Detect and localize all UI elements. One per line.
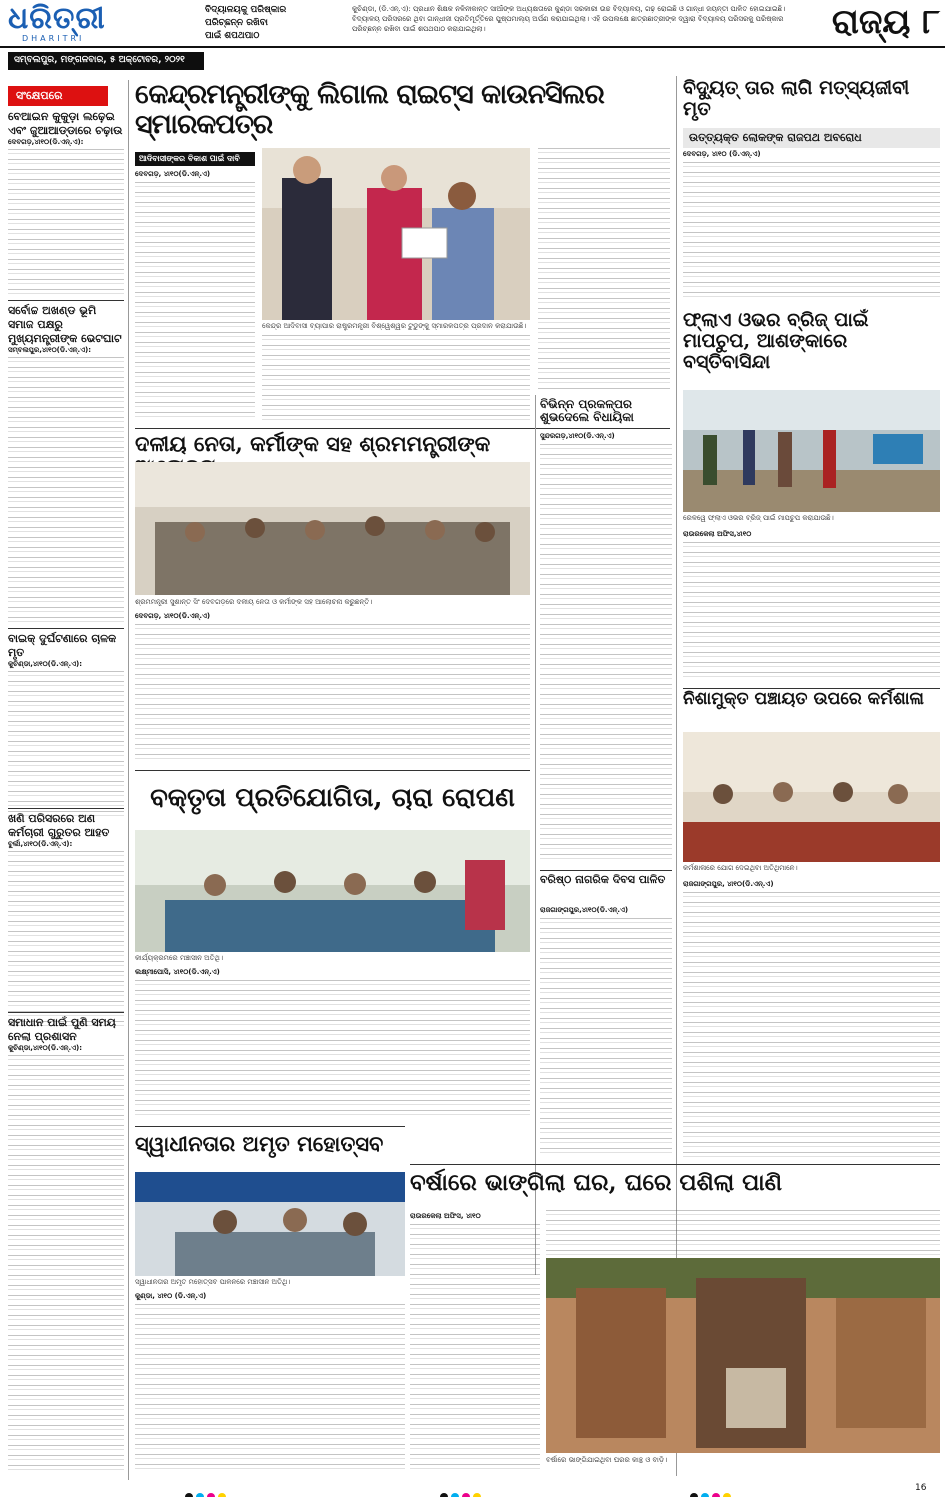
fisherman-headline: ବିଦ୍ୟୁତ୍ ତାର ଲାଗି ମତ୍ସ୍ୟଜୀବୀ ମୃତ <box>683 77 910 120</box>
debate-headline: ବକ୍ତୃତା ପ୍ରତିଯୋଗିତା, ଚାରା ରୋପଣ <box>150 783 515 813</box>
flyover-body <box>683 542 940 682</box>
brief-body <box>8 671 124 821</box>
elders-headline: ବରିଷ୍ଠ ନାଗରିକ ଦିବସ ପାଳିତ <box>540 873 666 886</box>
rain-body-1 <box>410 1224 540 1474</box>
labour-headline: ଦଳୀୟ ନେତା, କର୍ମୀଙ୍କ ସହ ଶ୍ରମମନ୍ତ୍ରୀଙ୍କ <box>135 431 491 456</box>
flyover-dateline: ରାଉରକେଲା ଅଫିସ,୪ା୧୦ <box>683 530 752 538</box>
workshop-body <box>683 892 940 1162</box>
registration-marks <box>185 1486 229 1497</box>
newspaper-logo <box>8 1 138 44</box>
teaser-headline: ବିଦ୍ୟାଳୟକୁ ପରିଷ୍କାର ପରିଚ୍ଛନ୍ନ ରଖିବା ପାଇଁ ଶପଥପାଠ <box>205 5 287 41</box>
workshop-photo <box>683 732 940 862</box>
debate-photo-illustration <box>135 830 530 952</box>
flyover-headline: ଫ୍ଲାଏ ଓଭର ବ୍ରିଜ୍ ପାଇଁ ମାପଚୁପ, ଆଶଙ୍କାରେ ବସ୍ତିବାସିନ୍ଦା <box>683 309 869 373</box>
teaser-body: କୁଚିଣ୍ଡା, (ଡି.ଏନ୍.ଏ): ପ୍ରଧାନ ଶିକ୍ଷକ ନଳିନୀକାନ୍ତ ସାଆଁଙ୍କ ଅଧ୍ୟକ୍ଷତାରେ କୁଣ୍ଡା ସରକାରୀ ଉଚ୍ଚ ବିଦ୍ୟାଳୟ, ଗଢ଼ ରୋଇଛି ଓ ଗାନ୍ଧୀ ଜୟନ୍ତୀ ପାଳିତ ହୋଇଯାଇଛି। ବିଦ୍ୟାଳୟ ପରିସରରେ ଥିବା ଗାନ୍ଧୀଜୀ ପ୍ରତିମୂର୍ତ୍ତିରେ ପୁଷ୍ପମାଲ୍ୟ ଅର୍ପଣ କରାଯାଇଥିଲା। ଏହି ଉପଲକ୍ଷେ ଛାତ୍ରଛାତ୍ରୀଙ୍କ ଦ୍ୱାରା ବିଦ୍ୟାଳୟ ପରିସରକୁ ପରିଷ୍କାର ପରିଚ୍ଛନ୍ନ ରଖିବା ପାଇଁ ଶପଥପାଠ କରାଯାଇଥିଲା। <box>352 5 786 33</box>
workshop-photo-illustration <box>683 732 940 862</box>
edition-dateline: ସମ୍ବଲପୁର, ମଙ୍ଗଳବାର, ୫ ଅକ୍ଟୋବର, ୨୦୨୧ <box>8 52 204 70</box>
brief-dateline: କୁଚିଣ୍ଡା,୪ା୧୦(ଡି.ଏନ୍.ଏ): <box>8 660 83 668</box>
labour-caption: ଶ୍ରମମନ୍ତ୍ରୀ ସୁଶାନ୍ତ ସିଂ ଦେବଗଡ଼ରେ ଦଳୀୟ ନେତା ଓ କର୍ମୀଙ୍କ ସହ ଆଲୋଚନା କରୁଛନ୍ତି। <box>135 598 373 606</box>
brief-4 <box>8 812 124 1031</box>
divider <box>135 770 530 771</box>
logo-text: ଧରିତ୍ରୀ <box>8 1 106 36</box>
brief-title: ବାଇକ୍ ଦୁର୍ଘଟଣାରେ ଚାଳକ ମୃତ <box>8 632 117 659</box>
divider <box>540 870 672 871</box>
lead-photo-illustration <box>262 148 530 320</box>
brief-3 <box>8 632 124 821</box>
briefs-label: ସଂକ୍ଷେପରେ <box>8 86 108 106</box>
brief-title: ବେଆଇନ କୁକୁଡ଼ା ଲଢ଼େଇ ଏବଂ ଜୁଆଆଡ୍ଡାରେ ଚଢ଼ାଉ <box>8 110 123 137</box>
divider <box>410 1164 940 1165</box>
brief-dateline: କୁଚିଣ୍ଡା,୪ା୧୦(ଡି.ଏନ୍.ଏ): <box>8 1044 83 1052</box>
column-rule <box>535 395 536 1275</box>
fisherman-kicker: ଉତ୍ତ୍ୟକ୍ତ ଲୋକଙ୍କ ରାଜପଥ ଅବରୋଧ <box>683 128 940 148</box>
column-rule <box>128 80 129 1480</box>
fisherman-body <box>683 162 940 302</box>
freedom-photo-illustration <box>135 1172 405 1276</box>
divider <box>8 1012 124 1013</box>
labour-photo <box>135 462 530 595</box>
brief-title: ସର୍ବୋଚ୍ଚ ଅଖଣ୍ଡ ଭୂମି ସମାଜ ପକ୍ଷରୁ ମୁଖ୍ୟମନ୍ତ୍ରୀଙ୍କ ଭେଟଘାଟ <box>8 304 122 345</box>
lead-caption: କେନ୍ଦ୍ର ଆଦିବାସୀ ବ୍ୟାପାର ରାଷ୍ଟ୍ରମନ୍ତ୍ରୀ ବିଶ୍ୱେଶ୍ୱର ଟୁଡୁଙ୍କୁ ସ୍ମାରକପତ୍ର ପ୍ରଦାନ କରାଯାଉଛି। <box>262 322 527 330</box>
registration-marks <box>440 1486 484 1497</box>
rain-body-2 <box>546 1210 940 1255</box>
lead-photo <box>262 148 530 320</box>
lead-body-1 <box>135 182 255 422</box>
brief-2 <box>8 304 124 627</box>
debate-body <box>135 980 530 1120</box>
rain-dateline: ରାଉରକେଲା ଅଫିସ, ୪ା୧୦ <box>410 1212 481 1220</box>
rain-headline: ବର୍ଷାରେ ଭାଙ୍ଗିଲା ଘର, ଘରେ ପଶିଲା ପାଣି <box>410 1169 782 1196</box>
workshop-caption: କର୍ମଶାଳାରେ ଯୋଗ ଦେଇଥିବା ଅତିଥିମାନେ। <box>683 864 798 872</box>
brief-title: ସମାଧାନ ପାଇଁ ପୁଣି ସମୟ ନେଲା ପ୍ରଶାସନ <box>8 1016 116 1043</box>
lead-body-3 <box>538 148 670 392</box>
flyover-caption: ରେଳୱେ ଫ୍ଲାଏ ଓଭର ବ୍ରିଜ୍ ପାଇଁ ମାପଚୁପ କରାଯାଉଛି। <box>683 514 834 522</box>
brief-dateline: ବୁର୍ଲା,୪ା୧୦(ଡି.ଏନ୍.ଏ): <box>8 840 73 848</box>
section-title: ରାଜ୍ୟ ୮ <box>831 2 940 42</box>
brief-5 <box>8 1016 124 1475</box>
brief-body <box>8 851 124 1031</box>
divider <box>8 808 124 809</box>
debate-caption: କାର୍ଯ୍ୟକ୍ରମରେ ମଞ୍ଚାସୀନ ଅତିଥି। <box>135 954 224 962</box>
brief-1 <box>8 110 124 299</box>
flyover-photo <box>683 390 940 512</box>
page-number: 16 <box>915 1483 927 1493</box>
elders-dateline: ରାଜଗାଙ୍ଗପୁର,୪ା୧୦(ଡି.ଏନ୍.ଏ) <box>540 906 629 914</box>
elders-body <box>540 918 672 1158</box>
labour-body <box>135 624 530 764</box>
labour-dateline: ଦେବଗଡ଼, ୪ା୧୦(ଡି.ଏନ୍.ଏ) <box>135 612 211 620</box>
labour-photo-illustration <box>135 462 530 595</box>
brief-body <box>8 149 124 299</box>
freedom-photo <box>135 1172 405 1276</box>
lead-headline: କେନ୍ଦ୍ରମନ୍ତ୍ରୀଙ୍କୁ ଲିଗାଲ ରାଇଟ୍ସ କାଉନସିଲର ସ୍ମାରକପତ୍ର <box>135 79 604 140</box>
rain-photo <box>546 1258 940 1453</box>
divider <box>8 300 124 301</box>
projects-dateline: ସୁନ୍ଦରଗଡ଼,୪ା୧୦(ଡି.ଏନ୍.ଏ) <box>540 432 615 440</box>
brief-title: ଖଣି ପରିସରରେ ଅଣ କର୍ମଚାରୀ ଗୁରୁତର ଆହତ <box>8 812 110 839</box>
lead-kicker: ଆଦିବାସୀଙ୍କର ବିକାଶ ପାଇଁ ଦାବି <box>135 152 255 166</box>
rain-caption: ବର୍ଷାରେ ଭାଙ୍ଗିଯାଇଥିବା ଘରର କାନ୍ଥ ଓ ବାଡ଼ି। <box>546 1456 668 1464</box>
fisherman-dateline: ଦେବଗଡ଼, ୪ା୧୦ (ଡି.ଏନ୍.ଏ) <box>683 150 761 158</box>
divider <box>135 428 670 429</box>
freedom-dateline: କୁଣ୍ଡା, ୪ା୧୦ (ଡି.ଏନ୍.ଏ) <box>135 1292 207 1300</box>
workshop-headline: ନିଶାମୁକ୍ତ ପଞ୍ଚାୟତ ଉପରେ କର୍ମଶାଳା <box>683 689 924 709</box>
brief-dateline: ଦେବଗଡ଼,୪ା୧୦(ଡି.ଏନ୍.ଏ): <box>8 138 84 146</box>
divider <box>135 1126 405 1127</box>
debate-dateline: ଲକ୍ଷ୍ମୀପୋସି, ୪ା୧୦(ଡି.ଏନ୍.ଏ) <box>135 968 220 976</box>
brief-body <box>8 357 124 627</box>
workshop-dateline: ରାଜଗାଙ୍ଗପୁର, ୪ା୧୦(ଡି.ଏନ୍.ଏ) <box>683 880 774 888</box>
lead-dateline: ଦେବଗଡ଼, ୪ା୧୦(ଡି.ଏନ୍.ଏ) <box>135 170 211 178</box>
freedom-body <box>135 1304 405 1474</box>
divider <box>8 628 124 629</box>
rain-photo-illustration <box>546 1258 940 1453</box>
brief-body <box>8 1055 124 1475</box>
registration-marks <box>690 1486 734 1497</box>
freedom-caption: ସ୍ୱାଧୀନତାର ଅମୃତ ମହୋତ୍ସବ ପାଳନରେ ମଞ୍ଚାସୀନ ଅତିଥି। <box>135 1278 291 1286</box>
lead-body-2 <box>262 335 530 425</box>
flyover-photo-illustration <box>683 390 940 512</box>
debate-photo <box>135 830 530 952</box>
brief-dateline: ସମ୍ବଲପୁର,୪ା୧୦(ଡି.ଏନ୍.ଏ): <box>8 346 92 354</box>
projects-headline: ବିଭିନ୍ନ ପ୍ରକଳ୍ପର ଶୁଭଦେଲେ ବିଧାୟିକା <box>540 397 634 425</box>
freedom-headline: ସ୍ୱାଧୀନତାର ଅମୃତ ମହୋତ୍ସବ <box>135 1131 384 1156</box>
footer <box>0 1483 945 1497</box>
projects-body <box>540 444 672 864</box>
logo-subtext: DHARITRI <box>22 34 85 43</box>
